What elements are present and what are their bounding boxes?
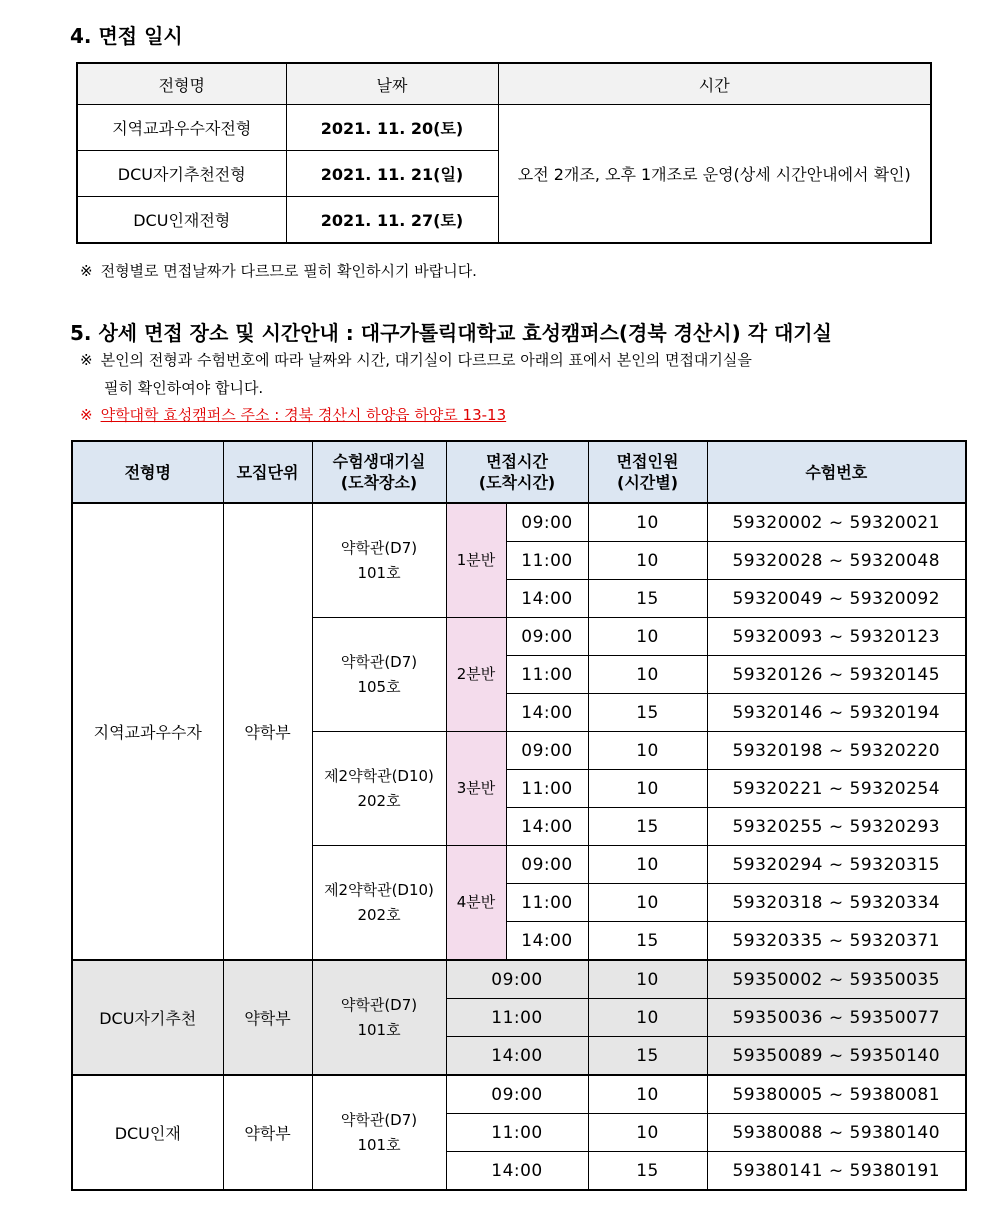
- id-range-cell: 59320049 ~ 59320092: [707, 580, 966, 618]
- count-cell: 10: [588, 1114, 707, 1152]
- count-cell: 10: [588, 1075, 707, 1114]
- note-mark: ※: [80, 262, 93, 280]
- time-cell: 오전 2개조, 오후 1개조로 운영(상세 시간안내에서 확인): [498, 105, 931, 244]
- count-cell: 10: [588, 884, 707, 922]
- header-time: 면접시간 (도착시간): [446, 441, 588, 503]
- time-cell: 09:00: [446, 1075, 588, 1114]
- time-cell: 11:00: [506, 884, 588, 922]
- count-cell: 15: [588, 808, 707, 846]
- id-range-cell: 59350089 ~ 59350140: [707, 1037, 966, 1076]
- table-row: [72, 960, 966, 999]
- id-range-cell: 59350002 ~ 59350035: [707, 960, 966, 999]
- count-cell: 10: [588, 656, 707, 694]
- id-range-cell: 59320221 ~ 59320254: [707, 770, 966, 808]
- interview-date-table: [76, 62, 932, 244]
- unit-cell: 약학부: [223, 1075, 312, 1190]
- section4-title: 4. 면접 일시: [70, 24, 183, 48]
- time-cell: 11:00: [446, 1114, 588, 1152]
- table-row: [72, 1075, 966, 1114]
- time-cell: 14:00: [446, 1037, 588, 1076]
- address-text: 약학대학 효성캠퍼스 주소 : 경북 경산시 하양읍 하양로 13-13: [100, 406, 507, 424]
- time-cell: 14:00: [506, 580, 588, 618]
- date-cell: 2021. 11. 27(토): [286, 197, 498, 244]
- time-cell: 14:00: [506, 922, 588, 961]
- unit-cell: 약학부: [223, 503, 312, 960]
- header-date: 날짜: [286, 63, 498, 105]
- unit-cell: 약학부: [223, 960, 312, 1075]
- date-cell: 2021. 11. 20(토): [286, 105, 498, 151]
- time-cell: 14:00: [506, 808, 588, 846]
- header-type: 전형명: [72, 441, 223, 503]
- interview-detail-table: [71, 440, 967, 1191]
- header-unit: 모집단위: [223, 441, 312, 503]
- count-cell: 15: [588, 1152, 707, 1191]
- section5-note1-line2: 필히 확인하여야 합니다.: [104, 379, 264, 397]
- count-cell: 15: [588, 922, 707, 961]
- time-cell: 09:00: [506, 618, 588, 656]
- class-cell: 4분반: [446, 846, 506, 961]
- type-cell: DCU자기추천: [72, 960, 223, 1075]
- section5-title: 5. 상세 면접 장소 및 시간안내 : 대구가톨릭대학교 효성캠퍼스(경북 경산시) 각 대기실: [70, 321, 832, 345]
- note-mark: ※: [80, 351, 93, 369]
- id-range-cell: 59320126 ~ 59320145: [707, 656, 966, 694]
- id-range-cell: 59320002 ~ 59320021: [707, 503, 966, 542]
- header-ids: 수험번호: [707, 441, 966, 503]
- time-cell: 09:00: [506, 503, 588, 542]
- count-cell: 10: [588, 960, 707, 999]
- note-text: 본인의 전형과 수험번호에 따라 날짜와 시간, 대기실이 다르므로 아래의 표에서 본인의 면접대기실을: [100, 351, 752, 369]
- count-cell: 10: [588, 770, 707, 808]
- id-range-cell: 59320318 ~ 59320334: [707, 884, 966, 922]
- count-cell: 10: [588, 503, 707, 542]
- type-cell: DCU인재: [72, 1075, 223, 1190]
- id-range-cell: 59320294 ~ 59320315: [707, 846, 966, 884]
- time-cell: 11:00: [506, 656, 588, 694]
- id-range-cell: 59380088 ~ 59380140: [707, 1114, 966, 1152]
- class-cell: 1분반: [446, 503, 506, 618]
- count-cell: 15: [588, 1037, 707, 1076]
- header-time: 시간: [498, 63, 931, 105]
- type-cell: 지역교과우수자: [72, 503, 223, 960]
- id-range-cell: 59380005 ~ 59380081: [707, 1075, 966, 1114]
- id-range-cell: 59380141 ~ 59380191: [707, 1152, 966, 1191]
- time-cell: 09:00: [506, 732, 588, 770]
- count-cell: 10: [588, 732, 707, 770]
- count-cell: 10: [588, 542, 707, 580]
- id-range-cell: 59320335 ~ 59320371: [707, 922, 966, 961]
- id-range-cell: 59320028 ~ 59320048: [707, 542, 966, 580]
- time-cell: 14:00: [446, 1152, 588, 1191]
- section5-note1: [80, 348, 752, 372]
- type-cell: 지역교과우수자전형: [77, 105, 286, 151]
- count-cell: 10: [588, 846, 707, 884]
- date-cell: 2021. 11. 21(일): [286, 151, 498, 197]
- room-cell: 약학관(D7) 101호: [312, 503, 446, 618]
- room-cell: 약학관(D7) 101호: [312, 1075, 446, 1190]
- table-row: [72, 503, 966, 542]
- time-cell: 14:00: [506, 694, 588, 732]
- note-mark: ※: [80, 406, 93, 424]
- note-text: 전형별로 면접날짜가 다르므로 필히 확인하시기 바랍니다.: [100, 262, 477, 280]
- id-range-cell: 59350036 ~ 59350077: [707, 999, 966, 1037]
- section4-note: [80, 259, 477, 283]
- type-cell: DCU인재전형: [77, 197, 286, 244]
- time-cell: 11:00: [506, 542, 588, 580]
- id-range-cell: 59320093 ~ 59320123: [707, 618, 966, 656]
- room-cell: 제2약학관(D10) 202호: [312, 732, 446, 846]
- type-cell: DCU자기추천전형: [77, 151, 286, 197]
- time-cell: 09:00: [446, 960, 588, 999]
- header-count: 면접인원 (시간별): [588, 441, 707, 503]
- room-cell: 약학관(D7) 105호: [312, 618, 446, 732]
- id-range-cell: 59320255 ~ 59320293: [707, 808, 966, 846]
- id-range-cell: 59320146 ~ 59320194: [707, 694, 966, 732]
- time-cell: 09:00: [506, 846, 588, 884]
- class-cell: 2분반: [446, 618, 506, 732]
- count-cell: 10: [588, 999, 707, 1037]
- time-cell: 11:00: [506, 770, 588, 808]
- id-range-cell: 59320198 ~ 59320220: [707, 732, 966, 770]
- count-cell: 10: [588, 618, 707, 656]
- header-type: 전형명: [77, 63, 286, 105]
- section5-address-note: [80, 403, 506, 427]
- class-cell: 3분반: [446, 732, 506, 846]
- room-cell: 약학관(D7) 101호: [312, 960, 446, 1075]
- room-cell: 제2약학관(D10) 202호: [312, 846, 446, 961]
- count-cell: 15: [588, 580, 707, 618]
- count-cell: 15: [588, 694, 707, 732]
- header-room: 수험생대기실 (도착장소): [312, 441, 446, 503]
- time-cell: 11:00: [446, 999, 588, 1037]
